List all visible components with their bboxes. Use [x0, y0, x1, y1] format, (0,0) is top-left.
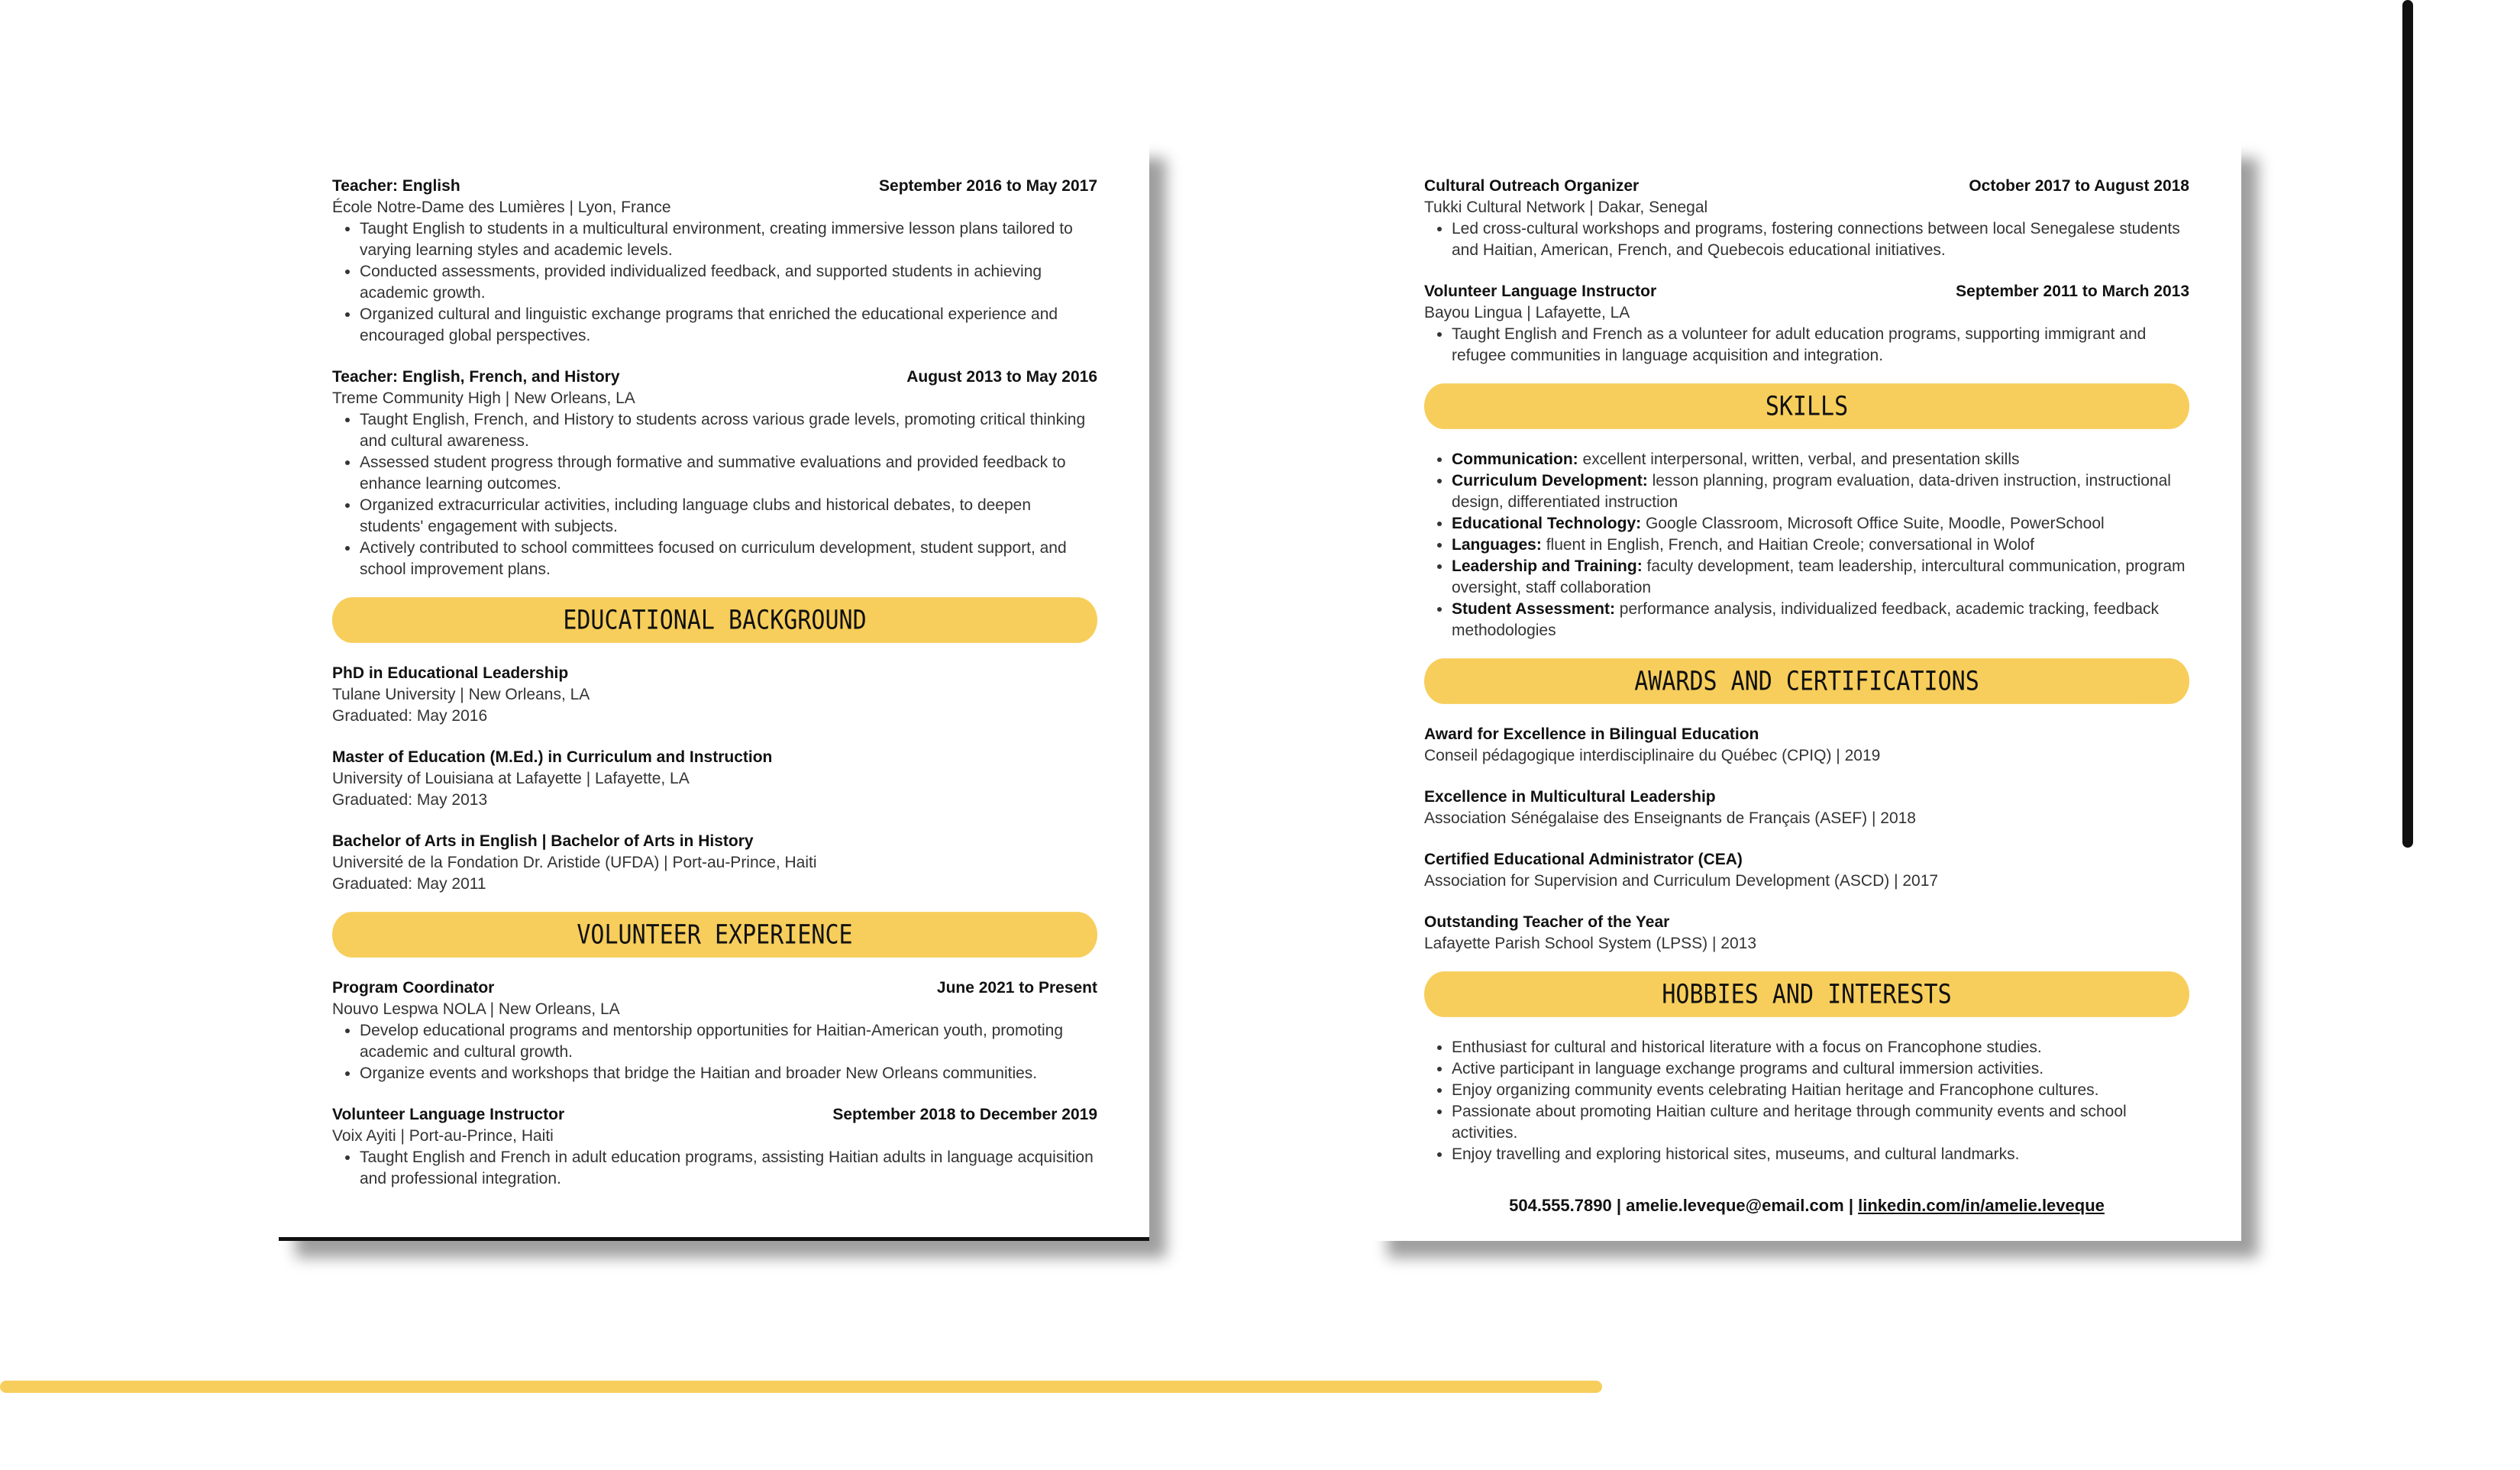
job-organization: Treme Community High | New Orleans, LA [332, 389, 635, 407]
hobby-item: • Active participant in language exchange programs and cultural immersion activities. [1452, 1058, 2189, 1080]
hobby-item: • Enjoy organizing community events celebrating Haitian heritage and Francophone cultures. [1452, 1080, 2189, 1101]
experience-entry [332, 367, 1097, 580]
volunteer-entry [1424, 281, 2189, 367]
award-detail: Association Sénégalaise des Enseignants de Français (ASEF) | 2018 [1424, 809, 1916, 827]
skill-label: Leadership and Training: [1452, 557, 1643, 575]
role-title: Program Coordinator [332, 979, 495, 997]
hobby-item: • Passionate about promoting Haitian culture and heritage through community events and school activities. [1452, 1101, 2189, 1144]
bullet-item: • Taught English, French, and History to students across various grade levels, promoting critical thinking and cultural awareness. [360, 409, 1097, 452]
section-heading-skills: SKILLS [1424, 383, 2189, 429]
bullet-item: • Assessed student progress through formative and summative evaluations and provided feedback to enhance learning outcomes. [360, 452, 1097, 495]
job-title: Teacher: English [332, 177, 460, 195]
degree-title: Master of Education (M.Ed.) in Curriculum and Instruction [332, 748, 773, 766]
skill-text: lesson planning, program evaluation, data-driven instruction, instructional design, differentiated instruction [1452, 472, 2171, 511]
bullet-item: • Conducted assessments, provided individualized feedback, and supported students in achieving academic growth. [360, 261, 1097, 304]
resume-page-1 [279, 141, 1149, 1241]
skill-item [1452, 535, 2189, 556]
experience-entry [332, 176, 1097, 347]
award-entry [1424, 912, 2189, 955]
award-title: Outstanding Teacher of the Year [1424, 913, 1670, 931]
bullet-item: • Actively contributed to school committees focused on curriculum development, student support, and school improvement plans. [360, 538, 1097, 580]
award-entry [1424, 787, 2189, 829]
contact-email[interactable]: amelie.leveque@email.com [1626, 1196, 1844, 1215]
skill-label: Languages: [1452, 536, 1542, 554]
role-organization: Nouvo Lespwa NOLA | New Orleans, LA [332, 1000, 620, 1018]
hobby-item: • Enjoy travelling and exploring historical sites, museums, and cultural landmarks. [1452, 1144, 2189, 1165]
job-title: Teacher: English, French, and History [332, 368, 620, 386]
page-1-content [332, 176, 1097, 1210]
role-bullets [1424, 218, 2189, 261]
graduation-date: Graduated: May 2013 [332, 791, 488, 809]
job-organization: École Notre-Dame des Lumières | Lyon, France [332, 199, 671, 216]
job-bullets [332, 409, 1097, 580]
bullet-item: • Develop educational programs and mentorship opportunities for Haitian-American youth, promoting academic and cultural growth. [360, 1020, 1097, 1063]
bullet-item: • Led cross-cultural workshops and programs, fostering connections between local Senegalese students and Haitian, American, French, and Quebecois educational initiatives. [1452, 218, 2189, 261]
role-date: October 2017 to August 2018 [1969, 177, 2189, 195]
contact-line [1424, 1196, 2189, 1216]
education-entry [332, 663, 1097, 727]
hobbies-list [1424, 1037, 2189, 1165]
role-bullets [332, 1020, 1097, 1084]
award-entry [1424, 849, 2189, 892]
education-entry [332, 747, 1097, 811]
role-bullets [332, 1147, 1097, 1190]
education-entry [332, 831, 1097, 895]
skill-item [1452, 470, 2189, 513]
skill-text: Google Classroom, Microsoft Office Suite, Moodle, PowerSchool [1645, 515, 2105, 532]
role-title: Cultural Outreach Organizer [1424, 177, 1640, 195]
graduation-date: Graduated: May 2011 [332, 875, 486, 893]
skill-item [1452, 599, 2189, 641]
horizontal-scrollbar[interactable] [0, 1381, 1602, 1393]
degree-title: Bachelor of Arts in English | Bachelor of Arts in History [332, 832, 754, 850]
bullet-item: • Organize events and workshops that bridge the Haitian and broader New Orleans communities. [360, 1063, 1097, 1084]
award-entry [1424, 724, 2189, 767]
school-name: University of Louisiana at Lafayette | Lafayette, LA [332, 770, 690, 787]
skill-label: Curriculum Development: [1452, 472, 1648, 489]
role-title: Volunteer Language Instructor [1424, 283, 1657, 300]
section-heading-hobbies: HOBBIES AND INTERESTS [1424, 971, 2189, 1017]
role-organization: Voix Ayiti | Port-au-Prince, Haiti [332, 1127, 554, 1145]
linkedin-link[interactable]: linkedin.com/in/amelie.leveque [1858, 1196, 2105, 1215]
skill-label: Educational Technology: [1452, 515, 1642, 532]
skill-item [1452, 513, 2189, 535]
award-title: Certified Educational Administrator (CEA) [1424, 851, 1743, 868]
skill-item [1452, 449, 2189, 470]
contact-phone: 504.555.7890 [1509, 1196, 1612, 1215]
hobby-item: • Enthusiast for cultural and historical literature with a focus on Francophone studies. [1452, 1037, 2189, 1058]
page-2-content [1424, 176, 2189, 1216]
role-organization: Tukki Cultural Network | Dakar, Senegal [1424, 199, 1708, 216]
vertical-scrollbar[interactable] [2402, 0, 2413, 848]
role-date: September 2011 to March 2013 [1956, 283, 2189, 300]
bullet-item: • Organized extracurricular activities, including language clubs and historical debates, to deepen students' engagement with subjects. [360, 495, 1097, 538]
job-date: August 2013 to May 2016 [906, 368, 1097, 386]
role-date: September 2018 to December 2019 [832, 1106, 1097, 1123]
bullet-item: • Taught English to students in a multicultural environment, creating immersive lesson plans tailored to varying learning styles and academic levels. [360, 218, 1097, 261]
school-name: Université de la Fondation Dr. Aristide (UFDA) | Port-au-Prince, Haiti [332, 854, 817, 871]
role-organization: Bayou Lingua | Lafayette, LA [1424, 304, 1630, 321]
section-heading-education: EDUCATIONAL BACKGROUND [332, 597, 1097, 643]
role-bullets [1424, 324, 2189, 367]
section-heading-volunteer: VOLUNTEER EXPERIENCE [332, 912, 1097, 958]
skill-text: faculty development, team leadership, intercultural communication, program oversight, staff collaboration [1452, 557, 2186, 596]
skill-label: Student Assessment: [1452, 600, 1615, 618]
degree-title: PhD in Educational Leadership [332, 664, 569, 682]
resume-page-2 [1371, 141, 2241, 1241]
volunteer-entry [332, 977, 1097, 1084]
skill-label: Communication: [1452, 451, 1578, 468]
skills-list [1424, 449, 2189, 641]
award-title: Award for Excellence in Bilingual Education [1424, 725, 1759, 743]
award-detail: Lafayette Parish School System (LPSS) | 2013 [1424, 935, 1757, 952]
school-name: Tulane University | New Orleans, LA [332, 686, 590, 703]
role-title: Volunteer Language Instructor [332, 1106, 565, 1123]
bullet-item: • Taught English and French in adult education programs, assisting Haitian adults in language acquisition and professional integration. [360, 1147, 1097, 1190]
contact-separator: | [1616, 1196, 1621, 1215]
skill-item [1452, 556, 2189, 599]
skill-text: excellent interpersonal, written, verbal, and presentation skills [1582, 451, 2020, 468]
contact-separator: | [1848, 1196, 1853, 1215]
bullet-item: • Organized cultural and linguistic exchange programs that enriched the educational experience and encouraged global perspectives. [360, 304, 1097, 347]
skill-text: fluent in English, French, and Haitian Creole; conversational in Wolof [1546, 536, 2034, 554]
award-detail: Association for Supervision and Curriculum Development (ASCD) | 2017 [1424, 872, 1939, 890]
skill-text: performance analysis, individualized feedback, academic tracking, feedback methodologies [1452, 600, 2159, 639]
volunteer-entry [1424, 176, 2189, 261]
bullet-item: • Taught English and French as a volunteer for adult education programs, supporting immigrant and refugee communities in language acquisition and integration. [1452, 324, 2189, 367]
role-date: June 2021 to Present [936, 979, 1097, 997]
job-date: September 2016 to May 2017 [879, 177, 1097, 195]
award-detail: Conseil pédagogique interdisciplinaire du Québec (CPIQ) | 2019 [1424, 747, 1881, 764]
volunteer-entry [332, 1104, 1097, 1190]
award-title: Excellence in Multicultural Leadership [1424, 788, 1716, 806]
section-heading-awards: AWARDS AND CERTIFICATIONS [1424, 658, 2189, 704]
job-bullets [332, 218, 1097, 347]
graduation-date: Graduated: May 2016 [332, 707, 488, 725]
